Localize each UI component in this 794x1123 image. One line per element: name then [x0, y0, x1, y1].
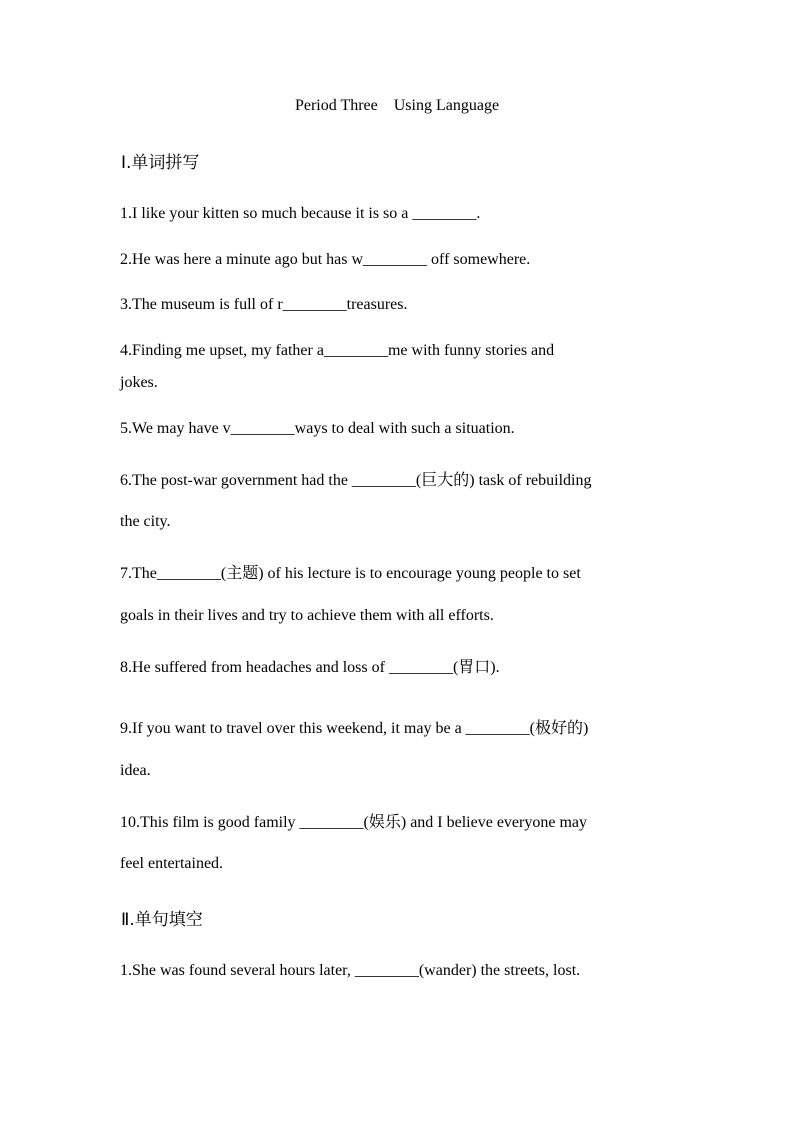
exercise-item-8: 8.He suffered from headaches and loss of ________(胃口).	[120, 659, 500, 676]
exercise-item-10: 10.This film is good family ________(娱乐) and I believe everyone may	[120, 814, 588, 831]
page-title: Period Three Using Language	[294, 97, 500, 114]
section-heading-fill-in: Ⅱ.单句填空	[121, 910, 203, 930]
exercise-item-s2-1: 1.She was found several hours later, ________(wander) the streets, lost.	[120, 962, 581, 979]
exercise-item-3: 3.The museum is full of r________treasures.	[120, 296, 408, 313]
exercise-item-10-cont: feel entertained.	[120, 855, 224, 872]
exercise-item-7-cont: goals in their lives and try to achieve them with all efforts.	[120, 607, 494, 624]
section-heading-spelling: Ⅰ.单词拼写	[121, 153, 200, 173]
exercise-item-6-cont: the city.	[120, 513, 171, 530]
exercise-item-2: 2.He was here a minute ago but has w________ off somewhere.	[120, 251, 531, 268]
exercise-item-1: 1.I like your kitten so much because it is so a ________.	[120, 205, 481, 222]
exercise-item-4-cont: jokes.	[120, 374, 158, 391]
exercise-item-5: 5.We may have v________ways to deal with such a situation.	[120, 420, 515, 437]
exercise-item-4: 4.Finding me upset, my father a________me with funny stories and	[120, 342, 555, 359]
exercise-item-9: 9.If you want to travel over this weekend, it may be a ________(极好的)	[120, 720, 589, 737]
exercise-item-6: 6.The post-war government had the ________(巨大的) task of rebuilding	[120, 472, 592, 489]
exercise-item-7: 7.The________(主题) of his lecture is to encourage young people to set	[120, 565, 581, 582]
exercise-item-9-cont: idea.	[120, 762, 151, 779]
